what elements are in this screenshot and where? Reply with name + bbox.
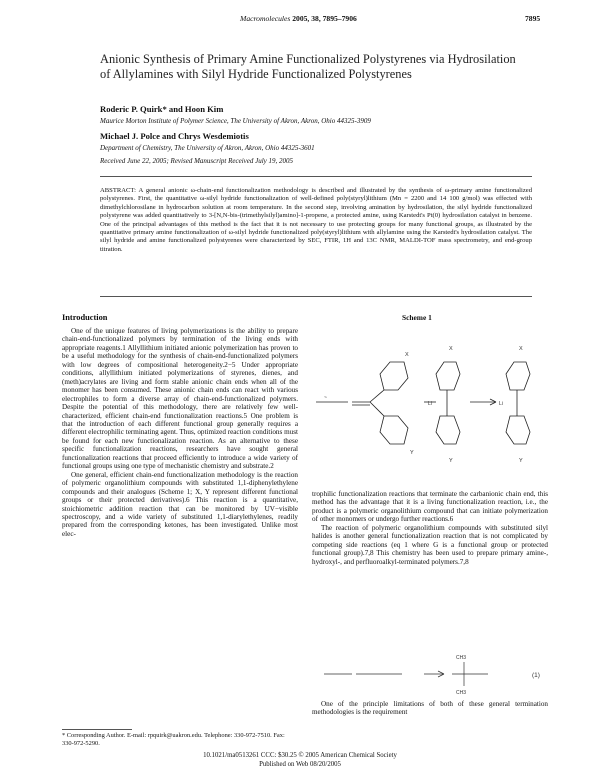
reactant-chain-label: ~ [324, 395, 327, 401]
journal-name: Macromolecules [240, 14, 291, 23]
reactant-structure [316, 362, 408, 444]
section-heading-introduction: Introduction [62, 313, 108, 322]
paragraph: The reaction of polymeric organolithium compounds with substituted silyl halides is another general functionalization reaction that is not complicated by competing side reactions (eq 1 where G is a functional group or protected functional group).7,8 This chemistry has been used to prepare primary amine-, hydroxyl-, and perfluoroalkyl-terminated polymers.7,8 [312, 523, 548, 566]
footnote: * Corresponding Author. E-mail: rpquirk@uakron.edu. Telephone: 330-972-7510. Fax: 330-972-5290. [62, 732, 285, 747]
author-group-2: Michael J. Polce and Chrys Wesdemiotis [100, 131, 249, 141]
paragraph: One general, efficient chain-end functionalization methodology is the reaction of polymeric organolithium compounds with substituted 1,1-diphenylethylene compounds and their analogues (Scheme 1; X, Y represent different functional groups or their protected derivatives).6 This reaction is a quantitative, stoichiometric addition reaction that can be monitored by UV−visible spectroscopy, and a wide variety of substituted 1,1-diarylethylenes, readily prepared from the corresponding ketones, has been investigated. Unlike most elec- [62, 470, 298, 538]
footer-published: Published on Web 08/20/2005 [259, 761, 341, 768]
intermediate-y: Y [449, 458, 453, 464]
right-column-tail [312, 700, 548, 717]
affiliation-1: Maurice Morton Institute of Polymer Science, The University of Akron, Akron, Ohio 44325-3909 [100, 117, 371, 125]
reactant-substituent-y: Y [410, 450, 414, 456]
article-title: Anionic Synthesis of Primary Amine Functionalized Polystyrenes via Hydrosilation of Allylamines with Silyl Hydride Functionalized Polystyrenes [100, 52, 516, 81]
scheme-label: Scheme 1 [402, 313, 432, 322]
equation-methyl-bottom: CH3 [456, 690, 467, 694]
affiliation-2: Department of Chemistry, The University of Akron, Akron, Ohio 44325-3601 [100, 144, 315, 152]
footnote-rule [62, 729, 132, 730]
running-header [240, 14, 357, 23]
citation: 2005, 38, 7895–7906 [292, 14, 357, 23]
left-column-text [62, 327, 298, 538]
right-column-text [312, 490, 548, 566]
equation-methyl-top: CH3 [456, 655, 467, 661]
equation-number: (1) [532, 672, 540, 679]
paragraph: One of the unique features of living polymerizations is the ability to prepare chain-end-functionalized polymers by termination of the living ends with appropriate reagents.1 Allyllithium initiated anionic polymerization has proven to be a useful methodology for the synthesis of chain-end-functionalized polymers with low degrees of compositional heterogeneity.2−5 Under appropriate conditions, allyllithium initiated polymerizations of styrenes, dienes, and (meth)acrylates are living and form stable anionic chain ends when all of the monomer has been consumed. These anionic chain ends can react with various electrophiles to form a diverse array of chain-end-functionalized polymers. Despite the potential of this methodology, there are relatively few well-characterized, efficient chain-end functionalization reactions.5 One problem is that the introduction of each different functional group generally requires a different electrophilic terminating agent. Thus, optimized reaction conditions must be found for each new functionalization reaction. As an alternative to these specific functionalization reactions, researchers have sought general functionalization reactions that proceed efficiently to introduce a wide variety of functional groups using one type of mechanistic chemistry and substrate.2 [62, 327, 298, 471]
product-x: X [519, 346, 523, 352]
equation-1 [312, 652, 548, 694]
intermediate-lithium: Li [428, 401, 432, 407]
abstract: ABSTRACT: A general anionic ω-chain-end functionalization methodology is described and illustrated by the synthesis of ω-primary amine functionalized polystyrenes. First, the quantitative ω-silyl hydride functionalization of well-defined poly(styryl)lithium (Mn = 2200 and 14 100 g/mol) was effected with dimethylchlorosilane in hydrocarbon solution at room temperature. In the second step, involving amination by hydrosilation, the silyl hydride functionalized polystyrene was added quantitatively to 3-[N,N-bis-(trimethylsilyl)amino]-1-propene, a protected amine, using Karstedt's Pt(0) hydrosilation catalyst in benzene. One of the principal advantages of this method is the fact that it is not necessary to use protecting groups for many functional groups, as illustrated by the quantitative primary amine functionalization of ω-silyl hydride functionalized poly(styryl)lithium with allylamine using the Karstedt's hydrosilation catalyst. The silyl hydride and amine functionalized polystyrenes were characterized by SEC, FTIR, 1H and 13C NMR, MALDI-TOF mass spectrometry, and end-group titration. [100, 187, 532, 253]
equation-structure [324, 662, 488, 686]
reactant-substituent-x: X [405, 352, 409, 358]
abstract-top-rule [100, 176, 532, 177]
paragraph: trophilic functionalization reactions that terminate the carbanionic chain end, this method has the advantage that it is a living functionalization reaction, i.e., the product is a polymeric organolithium compound that can initiate polymerization of other monomers or undergo further reactions.6 [312, 490, 548, 524]
product-y: Y [519, 458, 523, 464]
abstract-bottom-rule [100, 296, 532, 297]
scheme-1-diagram [312, 322, 542, 480]
author-group-1: Roderic P. Quirk* and Hoon Kim [100, 104, 224, 114]
received-dates: Received June 22, 2005; Revised Manuscript Received July 19, 2005 [100, 157, 294, 165]
footer-doi-copyright: 10.1021/ma0513261 CCC: $30.25 © 2005 American Chemical Society [203, 752, 397, 759]
product-lithium: Li [499, 401, 503, 407]
paragraph: One of the principle limitations of both of these general termination methodologies is the requirement [312, 700, 548, 717]
intermediate-x: X [449, 346, 453, 352]
page-number: 7895 [525, 14, 541, 23]
